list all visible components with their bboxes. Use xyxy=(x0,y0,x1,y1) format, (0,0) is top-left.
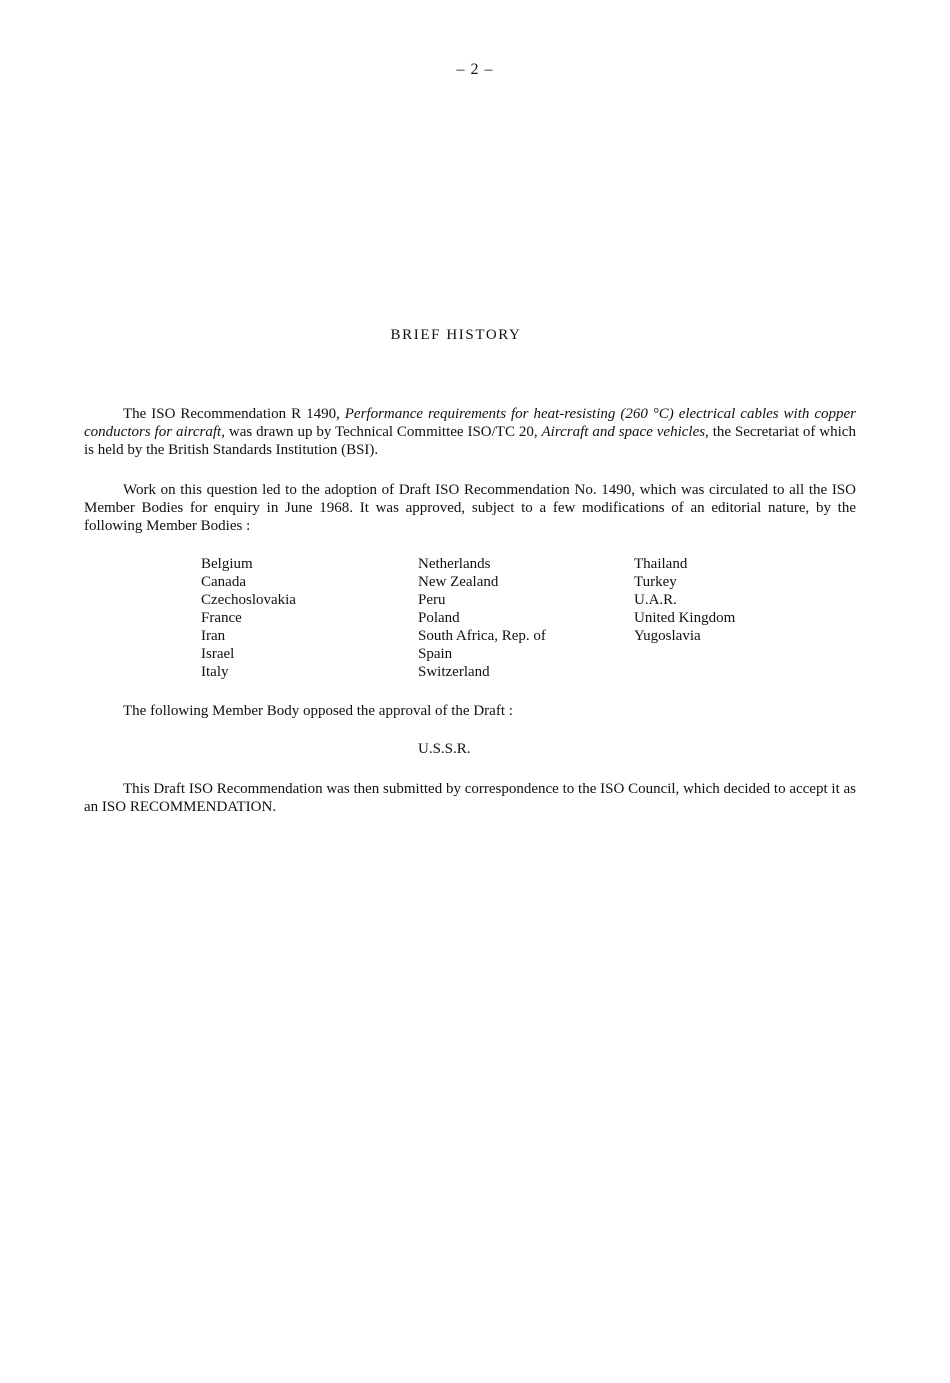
country-item: South Africa, Rep. of xyxy=(418,628,546,644)
paragraph-adoption xyxy=(84,481,856,535)
country-item: Iran xyxy=(201,628,226,644)
country-item: Netherlands xyxy=(418,556,491,572)
paragraph-origin-part-e: the Secretariat of which is held by the British Standards Institution (BSI). xyxy=(84,424,856,458)
opposing-member-body: U.S.S.R. xyxy=(418,741,471,757)
country-item: Belgium xyxy=(201,556,253,572)
committee-name: Aircraft and space vehicles, xyxy=(541,424,709,440)
country-item: Spain xyxy=(418,646,453,662)
paragraph-origin-part-c: was drawn up by Technical Committee ISO/TC 20, xyxy=(224,424,542,440)
country-item: Yugoslavia xyxy=(634,628,701,644)
recommendation-title: Performance requirements for heat-resisting (260 °C) electrical cables with copper conductors for aircraft, xyxy=(84,406,856,440)
country-item: Poland xyxy=(418,610,460,626)
country-item: Israel xyxy=(201,646,235,662)
member-bodies-column-2 xyxy=(418,555,546,681)
country-item: Turkey xyxy=(634,574,677,590)
country-item: Italy xyxy=(201,664,229,680)
page-number: – 2 – xyxy=(456,61,494,78)
country-item: Peru xyxy=(418,592,446,608)
paragraph-origin xyxy=(84,405,856,459)
paragraph-adoption-text: Work on this question led to the adoption of Draft ISO Recommendation No. 1490, which was circulated to all the ISO Member Bodies for enquiry in June 1968. It was approved, subject to a few modifications of an editorial nature, by the following Member Bodies : xyxy=(84,482,856,534)
country-item: Thailand xyxy=(634,556,688,572)
country-item: Czechoslovakia xyxy=(201,592,296,608)
country-item: France xyxy=(201,610,242,626)
country-item: United Kingdom xyxy=(634,610,736,626)
paragraph-opposition-text: The following Member Body opposed the approval of the Draft : xyxy=(123,703,513,719)
country-item: U.A.R. xyxy=(634,592,677,608)
paragraph-opposition xyxy=(84,702,856,720)
country-item: Canada xyxy=(201,574,246,590)
country-item: New Zealand xyxy=(418,574,499,590)
country-item: Switzerland xyxy=(418,664,490,680)
paragraph-acceptance-text: This Draft ISO Recommendation was then submitted by correspondence to the ISO Council, which decided to accept it as an ISO RECOMMENDATION. xyxy=(84,781,856,815)
paragraph-acceptance xyxy=(84,780,856,816)
member-bodies-column-1 xyxy=(201,555,296,681)
paragraph-origin-part-a: The ISO Recommendation R 1490, xyxy=(123,406,345,422)
section-title: BRIEF HISTORY xyxy=(390,327,522,343)
member-bodies-column-3 xyxy=(634,555,735,645)
